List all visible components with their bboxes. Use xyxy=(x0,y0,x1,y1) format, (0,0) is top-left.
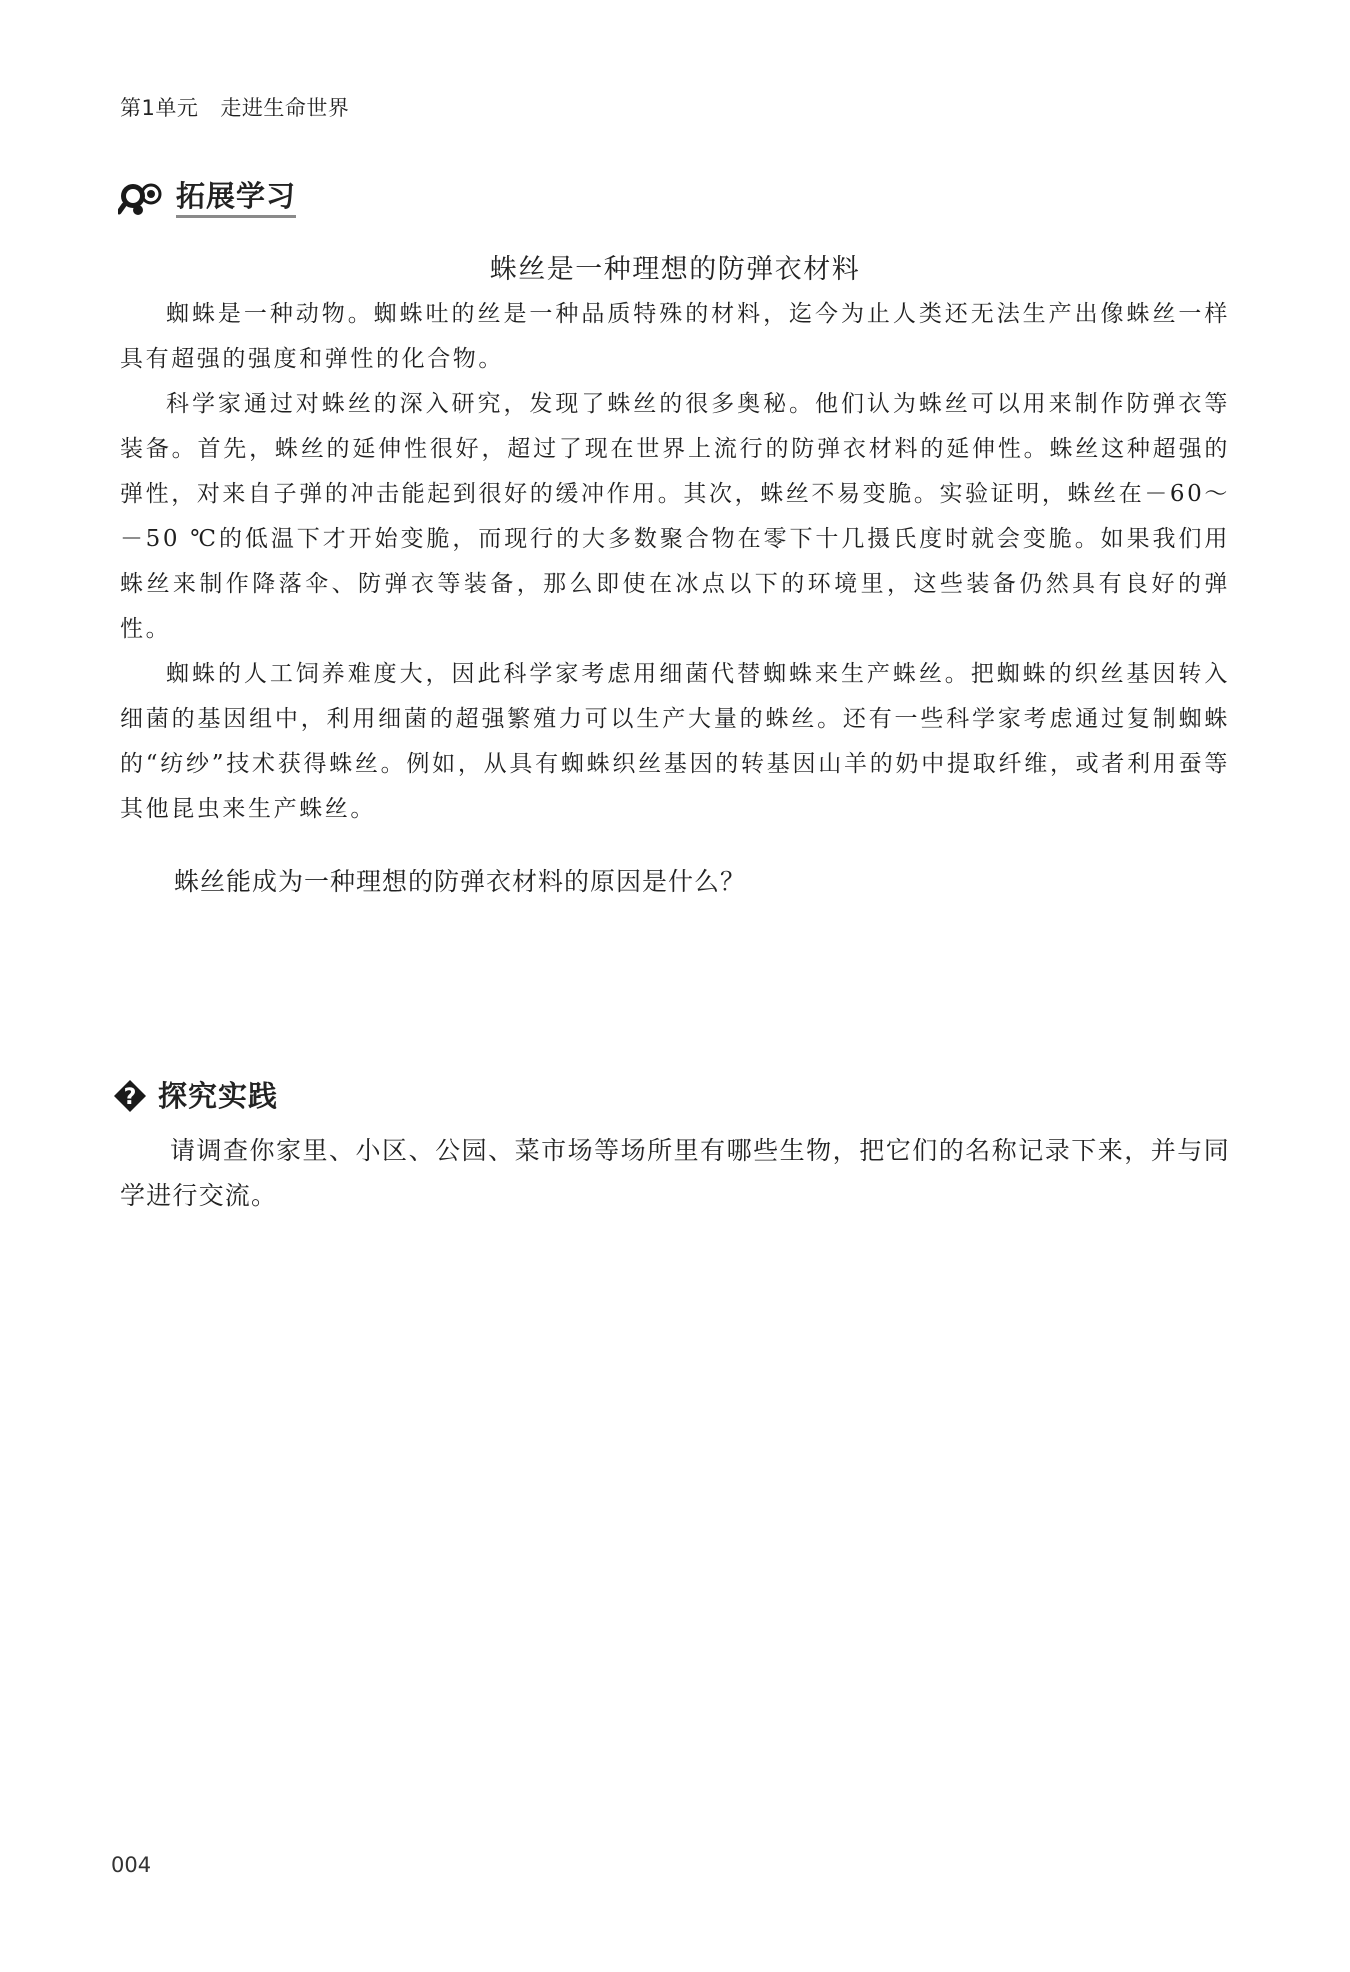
article-paragraph: 蜘蛛是一种动物。蜘蛛吐的丝是一种品质特殊的材料，迄今为止人类还无法生产出像蛛丝一样具有超强的强度和弹性的化合物。 xyxy=(120,301,1230,372)
article-paragraph: 科学家通过对蛛丝的深入研究，发现了蛛丝的很多奥秘。他们认为蛛丝可以用来制作防弹衣等装备。首先，蛛丝的延伸性很好，超过了现在世界上流行的防弹衣材料的延伸性。蛛丝这种超强的弹性，对来自子弹的冲击能起到很好的缓冲作用。其次，蛛丝不易变脆。实验证明，蛛丝在－60～－50 ℃的低温下才开始变脆，而现行的大多数聚合物在零下十几摄氏度时就会变脆。如果我们用蛛丝来制作降落伞、防弹衣等装备，那么即使在冰点以下的环境里，这些装备仍然具有良好的弹性。 xyxy=(120,391,1230,642)
inquiry-practice-body xyxy=(120,1128,1230,1218)
magnifier-with-bubbles-icon xyxy=(118,181,164,217)
article-title: 蛛丝是一种理想的防弹衣材料 xyxy=(489,254,861,285)
article-paragraph: 蜘蛛的人工饲养难度大，因此科学家考虑用细菌代替蜘蛛来生产蛛丝。把蜘蛛的织丝基因转入细菌的基因组中，利用细菌的超强繁殖力可以生产大量的蛛丝。还有一些科学家考虑通过复制蜘蛛的“纺纱”技术获得蛛丝。例如，从具有蜘蛛织丝基因的转基因山羊的奶中提取纤维，或者利用蚕等其他昆虫来生产蛛丝。 xyxy=(120,661,1230,822)
unit-title: 走进生命世界 xyxy=(220,96,350,120)
unit-number: 第1单元 xyxy=(120,96,199,120)
page-number: 004 xyxy=(111,1853,152,1877)
svg-text:?: ? xyxy=(123,1084,137,1110)
inquiry-practice-label: 探究实践 xyxy=(158,1079,279,1113)
running-header xyxy=(120,92,349,122)
extended-learning-label: 拓展学习 xyxy=(176,180,296,218)
inquiry-practice-heading xyxy=(112,1074,278,1117)
question-mark-icon xyxy=(112,1078,148,1114)
extended-learning-heading xyxy=(118,180,296,218)
article-body xyxy=(120,292,1230,832)
inquiry-practice-text: 请调查你家里、小区、公园、菜市场等场所里有哪些生物，把它们的名称记录下来，并与同学进行交流。 xyxy=(120,1136,1230,1210)
discussion-question: 蛛丝能成为一种理想的防弹衣材料的原因是什么？ xyxy=(174,867,747,896)
